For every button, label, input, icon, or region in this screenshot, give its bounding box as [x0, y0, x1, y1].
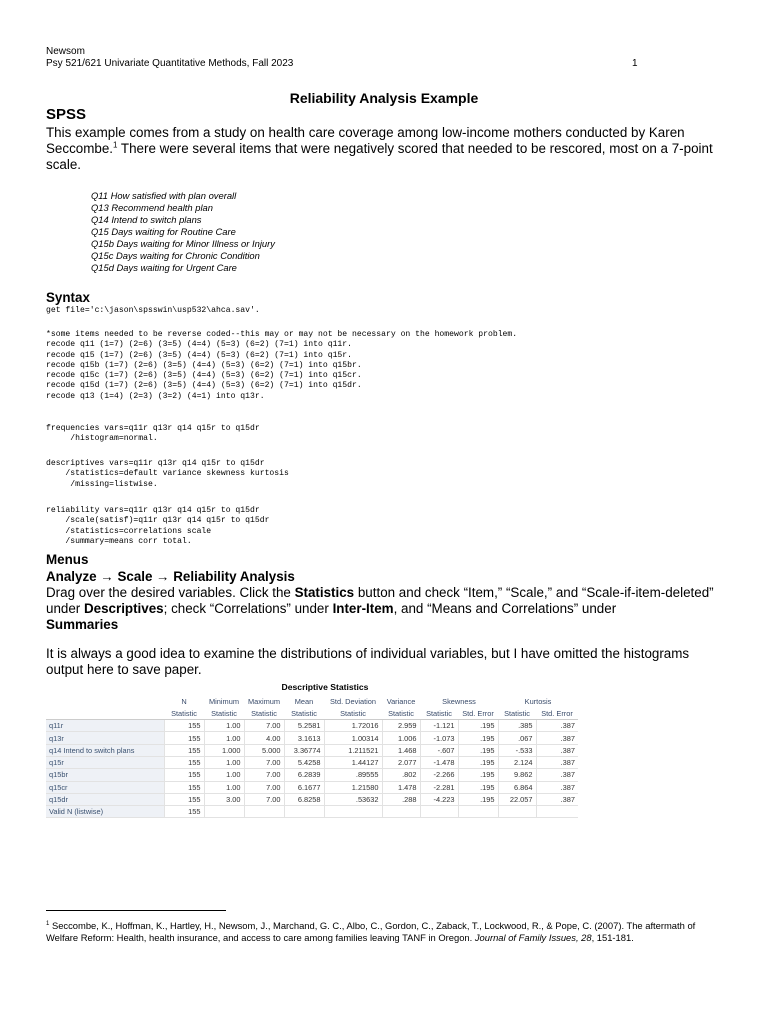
table-cell: 155 — [164, 806, 204, 818]
list-item: Q11 How satisfied with plan overall — [91, 190, 237, 201]
table-cell: 2.959 — [382, 720, 420, 732]
table-cell: -2.266 — [420, 769, 458, 781]
table-cell: 7.00 — [244, 756, 284, 768]
table-cell: 155 — [164, 744, 204, 756]
table-cell: 1.00 — [204, 769, 244, 781]
table-cell: 5.000 — [244, 744, 284, 756]
list-item: Q14 Intend to switch plans — [91, 214, 202, 225]
row-label: q15dr — [46, 793, 164, 805]
row-label: q13r — [46, 732, 164, 744]
col-subheader: Statistic — [164, 707, 204, 719]
table-cell: .195 — [458, 781, 498, 793]
instr-bold-summaries: Summaries — [46, 617, 119, 632]
col-subheader: Statistic — [420, 707, 458, 719]
col-header: Mean — [294, 696, 314, 706]
list-item: Q15c Days waiting for Chronic Condition — [91, 250, 260, 261]
col-subheader: Statistic — [244, 707, 284, 719]
intro-paragraph — [46, 125, 726, 173]
table-cell — [420, 806, 458, 818]
table-cell: 3.1613 — [284, 732, 324, 744]
footnote-journal: Journal of Family Issues, 28 — [474, 932, 592, 943]
table-cell: -.607 — [420, 744, 458, 756]
table-body — [46, 720, 578, 818]
table-cell: .195 — [458, 769, 498, 781]
instructions-paragraph — [46, 585, 726, 633]
table-cell: 5.4258 — [284, 756, 324, 768]
table-row — [46, 781, 578, 793]
instr-bold-descriptives: Descriptives — [83, 601, 164, 616]
intro-text-2: There were several items that were negatively scored that needed to be rescored, most on a 7-point scale. — [46, 141, 713, 172]
col-header: Kurtosis — [524, 696, 552, 706]
footnote-number: 1 — [46, 920, 50, 927]
list-item: Q15d Days waiting for Urgent Care — [91, 262, 237, 273]
table-cell: .288 — [382, 793, 420, 805]
table-cell: 1.00 — [204, 732, 244, 744]
table-cell: 155 — [164, 781, 204, 793]
table-cell: 1.00 — [204, 756, 244, 768]
table-cell: .195 — [458, 732, 498, 744]
table-row — [46, 732, 578, 744]
table-row — [46, 720, 578, 732]
table-cell: 2.124 — [498, 756, 536, 768]
footnote-divider — [46, 910, 226, 911]
table-cell: .195 — [458, 793, 498, 805]
table-cell: 3.00 — [204, 793, 244, 805]
col-subheader: Statistic — [382, 707, 420, 719]
code-reliability: reliability vars=q11r q13r q14 q15r to q15dr /scale(satisf)=q11r q13r q14 q15r to q15dr /statistics=correlations scale /summary=means corr total. — [46, 506, 270, 546]
table-cell: 1.00 — [204, 781, 244, 793]
table-cell: .385 — [498, 720, 536, 732]
section-heading-menus: Menus — [46, 552, 89, 567]
code-recode: *some items needed to be reverse coded--this may or may not be necessary on the homework problem. recode q11 (1=7) (2=6) (3=5) (4=4) (5=3) (6=2) (7=1) into q11r. recode q15 (1=7) (2=6) (3=5) (4=4) (5=3) (6=2) (7=1) into q15r. recode q15b (1=7) (2=6) (3=5) (4=4) (5=3) (6=2) (7=1) into q15br. recode q15c (1=7) (2=6) (3=5) (4=4) (5=3) (6=2) (7=1) into q15cr. recode q15d (1=7) (2=6) (3=5) (4=4) (5=3) (6=2) (7=1) into q15dr. recode q13 (1=4) (2=3) (3=2) (4=1) into q13r. — [46, 330, 518, 401]
table-cell: 6.1677 — [284, 781, 324, 793]
running-header — [46, 46, 293, 70]
table-cell: 5.2581 — [284, 720, 324, 732]
table-cell: .195 — [458, 756, 498, 768]
table-cell: .387 — [536, 732, 578, 744]
row-label: Valid N (listwise) — [46, 806, 164, 818]
table-cell: 6.8258 — [284, 793, 324, 805]
table-cell — [498, 806, 536, 818]
table-cell: .387 — [536, 781, 578, 793]
row-label: q11r — [46, 720, 164, 732]
table-cell: 7.00 — [244, 769, 284, 781]
footnote-text-end: , 151-181. — [591, 932, 634, 943]
table-row — [46, 793, 578, 805]
table-header-row — [46, 695, 578, 707]
table-cell: .802 — [382, 769, 420, 781]
table-cell: 155 — [164, 756, 204, 768]
table-cell — [536, 806, 578, 818]
descriptive-statistics-table — [46, 695, 578, 818]
table-title: Descriptive Statistics — [281, 682, 369, 692]
table-cell: .387 — [536, 769, 578, 781]
code-descriptives: descriptives vars=q11r q13r q14 q15r to q15dr /statistics=default variance skewness kurtosis /missing=listwise. — [46, 459, 289, 489]
table-cell: .387 — [536, 720, 578, 732]
note-paragraph: It is always a good idea to examine the distributions of individual variables, but I have omitted the histograms output here to save paper. — [46, 646, 690, 677]
col-header: Skewness — [442, 696, 476, 706]
table-cell — [204, 806, 244, 818]
table-cell — [458, 806, 498, 818]
table-cell: 9.862 — [498, 769, 536, 781]
table-cell: 3.36774 — [284, 744, 324, 756]
table-row — [46, 744, 578, 756]
table-cell: -1.073 — [420, 732, 458, 744]
table-cell: 1.006 — [382, 732, 420, 744]
section-heading-syntax: Syntax — [46, 290, 90, 305]
list-item: Q15b Days waiting for Minor Illness or Injury — [91, 238, 275, 249]
table-cell: .067 — [498, 732, 536, 744]
code-get-file: get file='c:\jason\spsswin\usp532\ahca.sav'. — [46, 306, 260, 315]
col-subheader: Std. Error — [458, 707, 498, 719]
col-subheader: Std. Error — [536, 707, 578, 719]
table-cell: 22.057 — [498, 793, 536, 805]
table-cell: 7.00 — [244, 720, 284, 732]
list-item: Q15 Days waiting for Routine Care — [91, 226, 236, 237]
row-label: q15cr — [46, 781, 164, 793]
table-cell: 1.00 — [204, 720, 244, 732]
header-course: Psy 521/621 Univariate Quantitative Methods, Fall 2023 — [46, 58, 294, 69]
footnote-ref[interactable]: 1 — [113, 140, 118, 150]
table-cell: .195 — [458, 744, 498, 756]
table-cell: -.533 — [498, 744, 536, 756]
instr-bold-statistics: Statistics — [294, 585, 355, 600]
col-header: Minimum — [209, 696, 239, 706]
table-cell — [244, 806, 284, 818]
table-cell — [284, 806, 324, 818]
table-cell: .387 — [536, 793, 578, 805]
header-author: Newsom — [46, 46, 85, 57]
header-blank — [46, 695, 164, 707]
table-cell: 1.21580 — [324, 781, 382, 793]
table-row — [46, 769, 578, 781]
item-list — [91, 190, 275, 274]
table-subheader-row — [46, 707, 578, 719]
page-number: 1 — [632, 58, 638, 69]
instr-text: ; check “Correlations” under — [163, 601, 333, 616]
table-cell: 155 — [164, 720, 204, 732]
table-cell: 1.44127 — [324, 756, 382, 768]
col-header: Std. Deviation — [329, 696, 376, 706]
col-subheader: Statistic — [204, 707, 244, 719]
table-cell: 155 — [164, 793, 204, 805]
table-row — [46, 756, 578, 768]
col-subheader: Statistic — [498, 707, 536, 719]
table-cell: .387 — [536, 744, 578, 756]
table-cell — [324, 806, 382, 818]
table-cell: 4.00 — [244, 732, 284, 744]
table-cell: .53632 — [324, 793, 382, 805]
page-title: Reliability Analysis Example — [289, 90, 479, 106]
table-cell: 155 — [164, 732, 204, 744]
col-header: N — [181, 696, 187, 706]
footnote — [46, 920, 726, 944]
table-cell: 7.00 — [244, 793, 284, 805]
table-cell: .387 — [536, 756, 578, 768]
table-cell: 155 — [164, 769, 204, 781]
code-frequencies: frequencies vars=q11r q13r q14 q15r to q15dr /histogram=normal. — [46, 424, 260, 444]
table-cell — [382, 806, 420, 818]
table-cell: 1.000 — [204, 744, 244, 756]
table-cell: 1.00314 — [324, 732, 382, 744]
intro-text-1: This example comes from a study on health care coverage among low-income mothers conducted by Karen Seccombe. — [46, 125, 685, 156]
table-cell: 6.864 — [498, 781, 536, 793]
row-label: q14 Intend to switch plans — [46, 744, 164, 756]
footnote-text: Seccombe, K., Hoffman, K., Hartley, H., Newsom, J., Marchand, G. C., Albo, C., Gordon, C., Zaback, T., Lockwood, R., & Pope, C. (2007). The aftermath of Welfare Reform: Health, health insurance, and access to care among families leaving TANF in Oregon. — [46, 920, 696, 943]
col-header: Maximum — [247, 696, 281, 706]
table-cell: .89555 — [324, 769, 382, 781]
instr-text: button and check “Item,” “Scale,” and “Scale-if-item-deleted” under — [46, 585, 714, 616]
table-cell: -1.478 — [420, 756, 458, 768]
table-cell: 1.72016 — [324, 720, 382, 732]
table-cell: -4.223 — [420, 793, 458, 805]
table-cell: .195 — [458, 720, 498, 732]
col-subheader: Statistic — [284, 707, 324, 719]
table-row — [46, 806, 578, 818]
col-subheader: Statistic — [324, 707, 382, 719]
instr-bold-inter-item: Inter-Item — [332, 601, 394, 616]
subheader-blank — [46, 707, 164, 719]
table-cell: -2.281 — [420, 781, 458, 793]
table-cell: -1.121 — [420, 720, 458, 732]
menu-path: Analyze → Scale → Reliability Analysis — [46, 569, 295, 584]
list-item: Q13 Recommend health plan — [91, 202, 213, 213]
row-label: q15r — [46, 756, 164, 768]
table-cell: 1.468 — [382, 744, 420, 756]
row-label: q15br — [46, 769, 164, 781]
table-cell: 1.478 — [382, 781, 420, 793]
table-cell: 6.2839 — [284, 769, 324, 781]
table-cell: 7.00 — [244, 781, 284, 793]
table-cell: 2.077 — [382, 756, 420, 768]
section-heading-spss: SPSS — [46, 106, 87, 123]
col-header: Variance — [386, 696, 416, 706]
instr-text: , and “Means and Correlations” under — [393, 601, 617, 616]
table-cell: 1.211521 — [324, 744, 382, 756]
instr-text: Drag over the desired variables. Click the — [46, 585, 295, 600]
